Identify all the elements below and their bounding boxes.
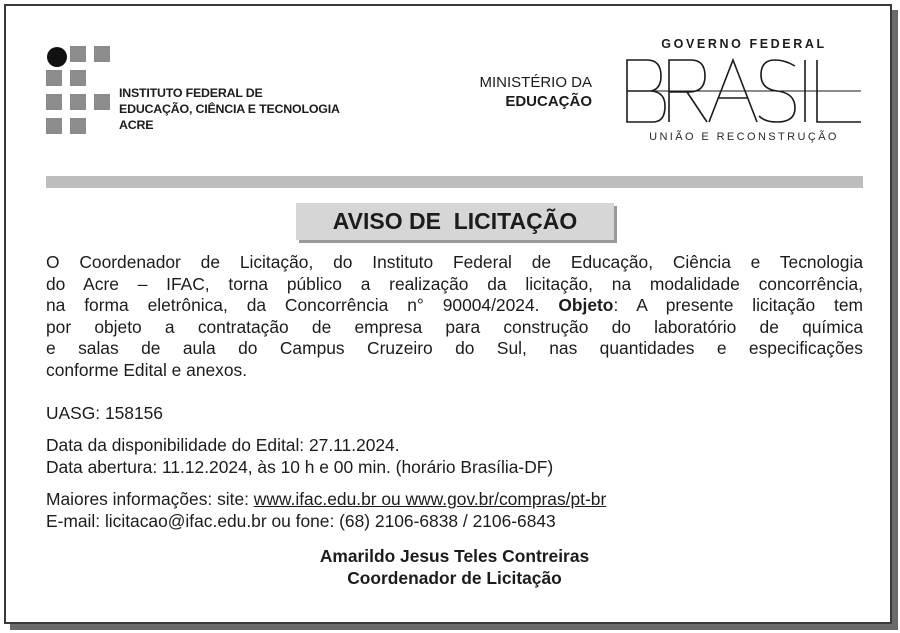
data-abertura: Data abertura: 11.12.2024, às 10 h e 00 min. (horário Brasília-DF) — [46, 457, 554, 477]
notice-title: AVISO DE LICITAÇÃO — [332, 208, 578, 234]
ifac-logo-icon — [46, 46, 116, 134]
notice-paragraph: O Coordenador de Licitação, do Instituto Federal de Educação, Ciência e Tecnologia do Acre – IFAC, torna público a realização da licitação, na modalidade concorrência, na forma eletrônica, da Concorrência n° 90004/2024. Objeto: A presente licitação tem por objeto a contratação de empresa para construção do laboratório de química e salas de aula do Campus Cruzeiro do Sul, nas quantidades e especificações conforme Edital e anexos. — [46, 252, 863, 380]
gov-title: GOVERNO FEDERAL — [661, 37, 827, 51]
signature-role: Coordenador de Licitação — [347, 568, 562, 588]
uasg: UASG: 158156 — [46, 403, 163, 423]
ifac-name: INSTITUTO FEDERAL DE EDUCAÇÃO, CIÊNCIA E TECNOLOGIA ACRE — [119, 86, 340, 132]
info-line: Maiores informações: site: www.ifac.edu.br ou www.gov.br/compras/pt-br — [46, 489, 607, 509]
signature-name: Amarildo Jesus Teles Contreiras — [319, 546, 590, 566]
data-disponibilidade: Data da disponibilidade do Edital: 27.11.2024. — [46, 435, 400, 455]
gov-subtitle: UNIÃO E RECONSTRUÇÃO — [649, 131, 839, 143]
ministry-name: MINISTÉRIO DA EDUCAÇÃO — [479, 74, 592, 110]
divider — [46, 176, 863, 188]
logo-dot — [47, 47, 67, 67]
brasil-logo-icon — [625, 58, 863, 124]
notice-title-box — [296, 203, 614, 240]
email-line: E-mail: licitacao@ifac.edu.br ou fone: (68) 2106-6838 / 2106-6843 — [46, 511, 556, 531]
site-links[interactable]: www.ifac.edu.br ou www.gov.br/compras/pt-br — [253, 489, 607, 509]
